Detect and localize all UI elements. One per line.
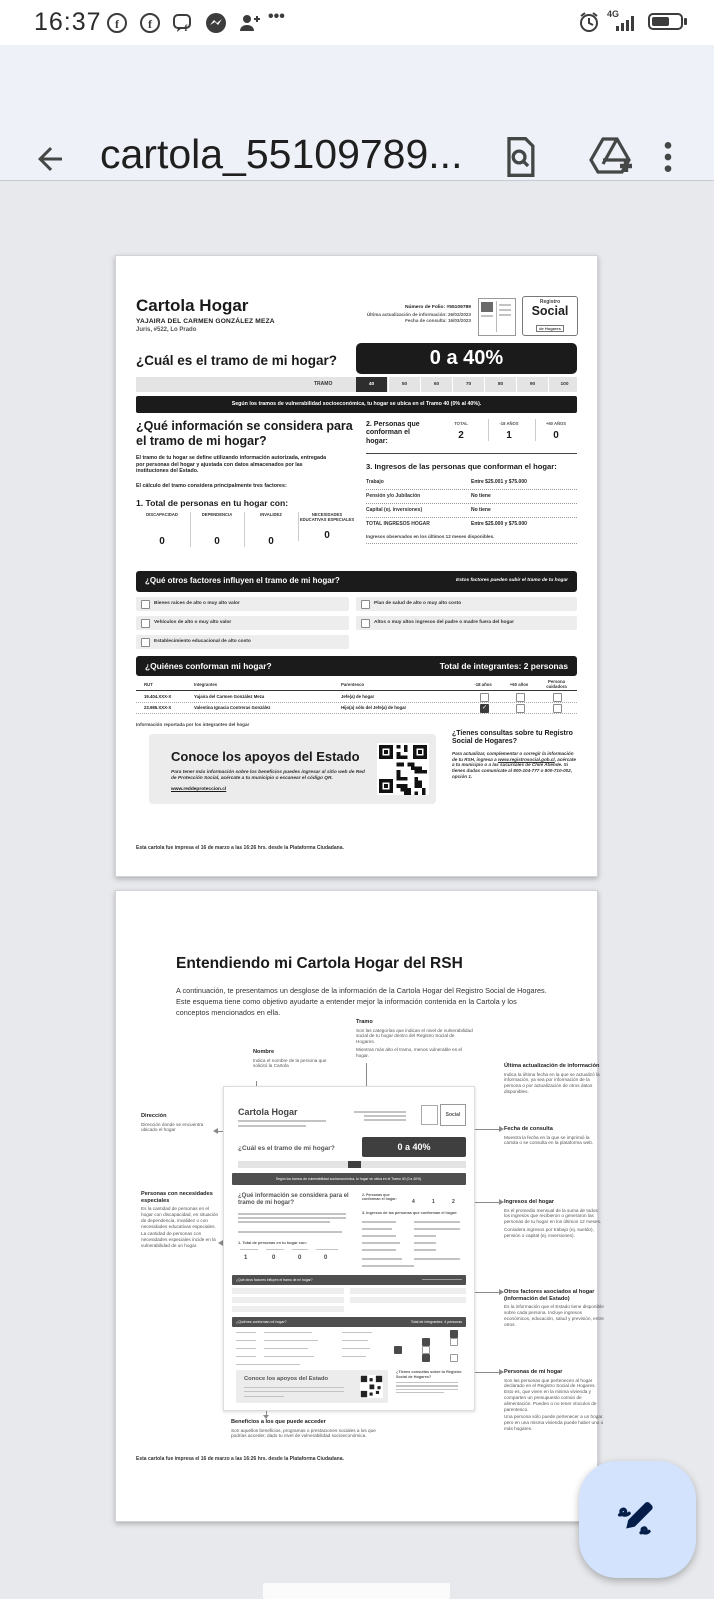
annotation-body: Son las personas que pertenecen al hogar declarado en el Registro Social de Hogares. Esto es, que viven en la misma vivienda y comparten un presupuesto común de alimentación. Pueden o no tener vínculos de parentesco. — [504, 1377, 597, 1412]
mini-badge: Social — [440, 1104, 466, 1126]
annotation-body: Es el promedio mensual de la suma de todos los ingresos que recibieron o generaron las personas de tu hogar en los últimos 12 meses. — [504, 1207, 602, 1225]
col-header: Integrantes — [194, 682, 218, 687]
annotation-body: Indica la última fecha en la que se actualizó la información, ya sea por información de la persona o por actualización de otros datos disponibles. — [504, 1071, 600, 1094]
mini-checkbox-row — [232, 1297, 344, 1303]
member-name: Valentina Ignacia Contreras González — [194, 705, 271, 710]
checkbox-icon — [141, 638, 150, 647]
tramo-banner: Según los tramos de vulnerabilidad socioeconómica, tu hogar se ubica en el Tramo 40 (0% al 40%). — [136, 396, 577, 413]
stylus-signature-icon — [611, 1493, 664, 1546]
member-rut: 23.985.XXX-X — [144, 705, 172, 710]
mini-factor3-title: 3. Ingresos de las personas que conforman el hogar: — [362, 1211, 458, 1215]
income-label: Trabajo — [366, 479, 384, 485]
factor1-title: 1. Total de personas en tu hogar con: — [136, 497, 289, 508]
gesture-navigation-bar[interactable] — [263, 1583, 450, 1599]
mini-stat-value: 0 — [324, 1255, 328, 1261]
income-value: Entre $25.000 y $75.000 — [471, 521, 527, 527]
arrowhead — [499, 1199, 504, 1205]
badge-line-2: Social — [531, 304, 569, 318]
mini-questions — [396, 1370, 466, 1393]
support-box — [149, 734, 436, 804]
mini-qr-code — [360, 1375, 383, 1398]
mini-dot — [394, 1346, 402, 1354]
mini-factor1-title: 1. Total de personas en tu hogar con: — [238, 1240, 307, 1245]
annotation-beneficios — [231, 1419, 391, 1439]
annotation-title: Beneficios a los que puede acceder — [231, 1419, 326, 1425]
household-bar — [136, 656, 577, 676]
consult-date: Fecha de consulta: 16/03/2023 — [405, 318, 471, 323]
member-rut: 19.404.XXX-X — [144, 694, 172, 699]
income-label: TOTAL INGRESOS HOGAR — [366, 521, 430, 527]
annotation-title: Ingresos del hogar — [504, 1199, 555, 1205]
mini-dot — [450, 1354, 458, 1362]
factor3-title: 3. Ingresos de las personas que conforman el hogar: — [366, 462, 557, 471]
questions-box — [452, 730, 578, 780]
registro-social-badge — [522, 296, 578, 336]
mini-household-bar — [232, 1317, 466, 1327]
overflow-menu-icon[interactable] — [648, 137, 688, 177]
other-factors-bar — [136, 571, 577, 592]
mini-household-title: ¿Quiénes conforman mi hogar? — [236, 1320, 287, 1324]
info-title: ¿Qué información se considera para el tramo de mi hogar? — [136, 419, 353, 448]
annotation-personas-hogar — [504, 1369, 604, 1432]
caregiver-checkbox — [553, 704, 562, 713]
mini-support-box — [236, 1370, 388, 1403]
mini-col-value: 1 — [432, 1199, 435, 1205]
income-table — [366, 476, 577, 531]
factor2-block — [366, 419, 577, 454]
checkbox-icon — [361, 600, 370, 609]
mini-checkbox-row — [232, 1288, 344, 1294]
print-footer: Esta cartola fue impresa el 16 de marzo a las 16:26 hrs. desde la Plataforma Ciudadana. — [136, 1456, 344, 1462]
col-label: TOTAL — [454, 421, 468, 426]
annotation-body: Mientras más alto el tramo, menos vulnerable es el hogar. — [356, 1046, 463, 1058]
col-header: Persona cuidadora — [546, 679, 567, 689]
folio-number: Número de Folio: #55109789 — [404, 305, 471, 310]
owner-address: Juris, #522, Lo Prado — [136, 327, 197, 333]
annotation-title: Última actualización de información — [504, 1063, 600, 1069]
stat-value: 0 — [214, 535, 220, 547]
income-label: Capital (ej. inversiones) — [366, 507, 423, 513]
col-value: 1 — [506, 430, 512, 441]
annotation-body: Es la cantidad de personas en el hogar con discapacidad, en situación de dependencia, invalidez o con necesidades educativas especiales. — [141, 1206, 219, 1229]
mini-support-title: Conoce los apoyos del Estado — [244, 1376, 329, 1382]
annotation-necesidades — [141, 1191, 221, 1249]
questions-text-2: , acércate a tu municipio o a las sucursales de Chile Atiende. Si tienes dudas comunícate al 800-104-777 o 800-710-002, opción 1. — [452, 756, 576, 779]
annotation-tramo — [356, 1019, 474, 1059]
print-footer: Esta cartola fue impresa el 16 de marzo a las 16:26 hrs. desde la Plataforma Ciudadana. — [136, 845, 344, 851]
mini-title: Cartola Hogar — [238, 1107, 298, 1117]
mini-cartola-diagram — [223, 1086, 475, 1411]
annotation-title: Personas de mi hogar — [504, 1369, 563, 1375]
tramo-cell: 100 — [548, 377, 580, 392]
mini-checkbox-row — [350, 1288, 466, 1294]
income-row — [366, 476, 577, 490]
status-bar — [0, 0, 714, 45]
badge-line-3: de Hogares — [536, 325, 564, 332]
annotation-body: Considera ingresos por trabajo (ej. sueldo), pensión o capital (ej. inversiones). — [504, 1226, 594, 1238]
annotation-ultima-actualizacion — [504, 1063, 604, 1095]
member-name: Yajaira del Carmen González Meza — [194, 694, 265, 699]
page-title: Cartola Hogar — [136, 296, 249, 315]
connector-line — [473, 1372, 499, 1373]
messenger-chat-icon — [172, 12, 194, 34]
tramo-value-box: 0 a 40% — [356, 343, 577, 374]
household-total: Total de integrantes: 2 personas — [439, 661, 568, 671]
mini-household-total: Total de integrantes: 4 personas — [410, 1320, 462, 1324]
factor-label: Altos o muy altos ingresos del padre o madre fuera del hogar — [374, 620, 514, 625]
add-contact-icon — [238, 12, 260, 34]
factor-checkbox-item — [356, 597, 577, 611]
household-title: ¿Quiénes conforman mi hogar? — [145, 661, 272, 671]
svg-text:f: f — [184, 23, 188, 33]
connector-line — [473, 1292, 499, 1293]
document-meta — [321, 305, 471, 323]
annotation-body: Son las categorías que indican el nivel de vulnerabilidad social de tu hogar dentro del Registro Social de Hogares. — [356, 1027, 473, 1045]
annotation-ingresos — [504, 1199, 604, 1239]
svg-text:f: f — [115, 17, 119, 31]
battery-icon — [648, 12, 688, 32]
back-button[interactable] — [32, 141, 68, 177]
factor-label: Vehículos de alto o muy alto valor — [154, 620, 232, 625]
tramo-question: ¿Cuál es el tramo de mi hogar? — [136, 353, 338, 368]
mini-stat-value: 0 — [272, 1255, 276, 1261]
table-row — [136, 702, 577, 714]
income-value: No tiene — [471, 493, 491, 499]
qr-code — [377, 743, 429, 795]
factor-checkbox-item — [136, 597, 349, 611]
col-header: RUT — [144, 682, 153, 687]
badge-line-1: Registro — [539, 299, 561, 305]
search-in-document-icon[interactable] — [498, 135, 542, 179]
mini-emblem — [421, 1105, 438, 1125]
income-row — [366, 504, 577, 518]
senior-checkbox — [516, 704, 525, 713]
tramo-scale-label: TRAMO — [314, 381, 333, 387]
income-label: Pensión y/o Jubilación — [366, 493, 421, 499]
mini-checkbox-row — [232, 1306, 344, 1312]
facebook-icon — [106, 12, 128, 34]
mini-dot — [450, 1330, 458, 1338]
minor-checkbox — [480, 704, 489, 713]
mini-questions-title: ¿Tienes consultas sobre tu Registro Social de Hogares? — [396, 1370, 462, 1379]
mini-info-title: ¿Qué información se considera para el tramo de mi hogar? — [238, 1193, 349, 1207]
factor2-title: 2. Personas que conforman el hogar: — [366, 421, 420, 445]
mini-tramo-question: ¿Cuál es el tramo de mi hogar? — [238, 1145, 335, 1152]
arrowhead — [499, 1369, 504, 1375]
checkbox-icon — [141, 619, 150, 628]
mini-col-value: 2 — [452, 1199, 455, 1205]
signal-icon — [614, 14, 638, 32]
stat-value: 0 — [268, 535, 274, 547]
factor1-stats — [136, 512, 354, 560]
tramo-cell: 60 — [420, 377, 452, 392]
stat-label: NECESIDADES EDUCATIVAS ESPECIALES — [299, 511, 355, 522]
mini-stat-value: 1 — [244, 1255, 248, 1261]
tramo-cell-selected: 40 — [356, 377, 387, 392]
arrowhead — [499, 1126, 504, 1132]
page2-title: Entendiendo mi Cartola Hogar del RSH — [176, 955, 463, 972]
factor-checkbox-item — [136, 616, 349, 630]
pdf-page-2 — [115, 890, 604, 1522]
annotation-title: Nombre — [253, 1049, 275, 1055]
other-factors-note: Estos factores pueden subir el tramo de tu hogar — [456, 578, 568, 583]
table-note: Información reportada por los integrantes del hogar — [136, 722, 250, 727]
stat-label: DEPENDENCIA — [201, 511, 233, 517]
registro-social-link[interactable]: www.registrosocial.gob.cl — [497, 756, 555, 762]
mini-dot — [422, 1354, 430, 1362]
support-link[interactable]: www.reddeproteccion.cl — [171, 787, 227, 792]
pdf-page-1 — [115, 255, 598, 877]
household-summary — [366, 419, 577, 544]
tramo-cell: 50 — [388, 377, 420, 392]
alarm-icon — [578, 11, 600, 33]
stat-label: INVALIDEZ — [260, 511, 282, 517]
info-paragraph-2: El cálculo del tramo considera principalmente tres factores: — [136, 482, 287, 489]
mini-factor2-title: 2. Personas que conforman el hogar: — [362, 1193, 397, 1202]
tramo-cell: 70 — [452, 377, 484, 392]
arrowhead — [213, 1128, 218, 1134]
annotation-direccion — [141, 1113, 213, 1133]
mini-stat-value: 0 — [298, 1255, 302, 1261]
annotation-body: Son aquellos beneficios, programas o prestaciones sociales a los que podrías acceder, dado tu nivel de vulnerabilidad socioeconómica. — [231, 1427, 376, 1439]
factor-label: Bienes raíces de alto o muy alto valor — [154, 601, 240, 606]
factor-checkbox-item — [136, 635, 349, 649]
member-relation: Hijo(a) sólo del Jefe(a) de hogar — [341, 705, 407, 710]
annotation-body: Una persona sólo puede pertenecer a un hogar, pero en una misma vivienda puede haber uno o más hogares. — [504, 1414, 604, 1431]
annotation-body: Dirección donde se encuentra ubicado el hogar — [141, 1121, 204, 1133]
annotation-body: Muestra la fecha en la que se imprimió la cartola o se consulta en la plataforma web. — [504, 1134, 594, 1146]
questions-text — [452, 751, 578, 780]
support-title: Conoce los apoyos del Estado — [171, 749, 360, 764]
facebook-icon — [139, 12, 161, 34]
checkbox-icon — [141, 600, 150, 609]
annotation-otros-factores — [504, 1289, 604, 1327]
mini-dot — [450, 1338, 458, 1346]
checkbox-icon — [361, 619, 370, 628]
annotation-title: Fecha de consulta — [504, 1126, 553, 1132]
support-text: Para tener más información sobre los beneficios puedes ingresar al sitio web de Red de Protección Social, acércate a tu municipio o escanear el código QR. — [171, 770, 365, 781]
messenger-icon — [205, 12, 227, 34]
svg-text:f: f — [148, 17, 152, 31]
clock-text: 16:37 — [34, 8, 102, 36]
minor-checkbox — [480, 693, 489, 702]
document-title: cartola_55109789... — [100, 131, 463, 177]
mini-tramo-value: 0 a 40% — [362, 1137, 466, 1157]
annotate-fab[interactable] — [579, 1461, 696, 1578]
factor-checkbox-item — [356, 616, 577, 630]
stat-value: 0 — [324, 529, 330, 541]
col-header: -18 años — [474, 682, 492, 687]
annotation-body: La cantidad de personas con necesidades especiales incide en la vulnerabilidad de un hogar. — [141, 1231, 216, 1248]
last-update-date: Última actualización de información: 26/02/2023 — [366, 311, 471, 317]
annotation-title: Personas con necesidades especiales — [141, 1191, 213, 1204]
annotation-fecha-consulta — [504, 1126, 604, 1146]
col-header: Parentesco — [341, 682, 365, 687]
caregiver-checkbox — [553, 693, 562, 702]
connector-line — [473, 1202, 499, 1203]
factor-label: Plan de salud de alto o muy alto costo — [374, 601, 462, 606]
annotation-title: Tramo — [356, 1019, 373, 1025]
household-table — [136, 680, 577, 718]
other-factors-title: ¿Qué otros factores influyen el tramo de mi hogar? — [145, 576, 340, 585]
annotation-body: Es la información que el Estado tiene disponible sobre cada persona. Incluye ingresos económicos, educación, salud y previsión, entre otros. — [504, 1304, 604, 1327]
tramo-cell: 90 — [516, 377, 548, 392]
tramo-scale-bar — [136, 377, 577, 392]
info-section — [136, 419, 354, 560]
col-label: -18 AÑOS — [499, 421, 519, 426]
mini-dot — [422, 1338, 430, 1346]
mini-dot — [422, 1346, 430, 1354]
income-note: Ingresos observados en los últimos 12 meses disponibles. — [366, 534, 577, 544]
annotation-nombre — [253, 1049, 337, 1069]
income-total-row — [366, 518, 577, 531]
col-header: +60 años — [509, 682, 529, 687]
col-label: +60 AÑOS — [545, 421, 567, 426]
info-paragraph-1: El tramo de tu hogar se define utilizando información autorizada, entregada por personas del hogar y ajustada con datos almacenados por las instituciones del Estado. — [136, 455, 327, 475]
factor-label: Establecimiento educacional de alto costo — [154, 639, 251, 644]
more-notifications-icon: ••• — [268, 8, 285, 25]
arrowhead — [499, 1289, 504, 1295]
owner-name: YAJAIRA DEL CARMEN GONZÁLEZ MEZA — [136, 318, 275, 325]
annotation-body: Indica el nombre de la persona que solicitó la Cartola — [253, 1057, 327, 1069]
senior-checkbox — [516, 693, 525, 702]
income-value: No tiene — [471, 507, 491, 513]
mini-checkbox-row — [350, 1297, 466, 1303]
annotation-title: Dirección — [141, 1113, 167, 1119]
connector-line — [473, 1129, 499, 1130]
stat-value: 0 — [159, 535, 165, 547]
government-emblem — [478, 298, 516, 336]
network-type-label: 4G — [607, 9, 620, 19]
mini-tramo-scale — [238, 1161, 466, 1168]
questions-title: ¿Tienes consultas sobre tu Registro Social de Hogares? — [452, 730, 573, 746]
income-row — [366, 490, 577, 504]
app-bar — [0, 45, 714, 181]
mini-factors-bar — [232, 1275, 466, 1285]
income-value: Entre $25.001 y $75.000 — [471, 479, 527, 485]
mini-col-value: 4 — [412, 1199, 415, 1205]
mini-factors-title: ¿Qué otros factores influyen el tramo de mi hogar? — [236, 1278, 313, 1282]
member-relation: Jefe(a) de hogar — [341, 694, 375, 699]
col-value: 2 — [458, 430, 464, 441]
stat-label: DISCAPACIDAD — [146, 511, 178, 517]
col-value: 0 — [553, 430, 559, 441]
questions-text-1: Para actualizar, complementar o corregir la información de tu RSH, ingresa a — [452, 750, 574, 762]
annotation-title: Otros factores asociados al hogar (información del Estado) — [504, 1289, 595, 1302]
arrowhead — [263, 1415, 269, 1419]
add-to-drive-icon[interactable] — [586, 133, 634, 181]
mini-banner: Según los tramos de vulnerabilidad socioeconómica, tu hogar se ubica en el Tramo 40 (0 a 40%). — [232, 1173, 466, 1185]
tramo-cell: 80 — [484, 377, 516, 392]
page2-intro: A continuación, te presentamos un desglose de la información de la Cartola Hogar del Registro Social de Hogares. Este esquema tiene como objetivo ayudarte a entender mejor la información contenida en la Cartola y los conceptos mencionados en ella. — [176, 986, 547, 1017]
